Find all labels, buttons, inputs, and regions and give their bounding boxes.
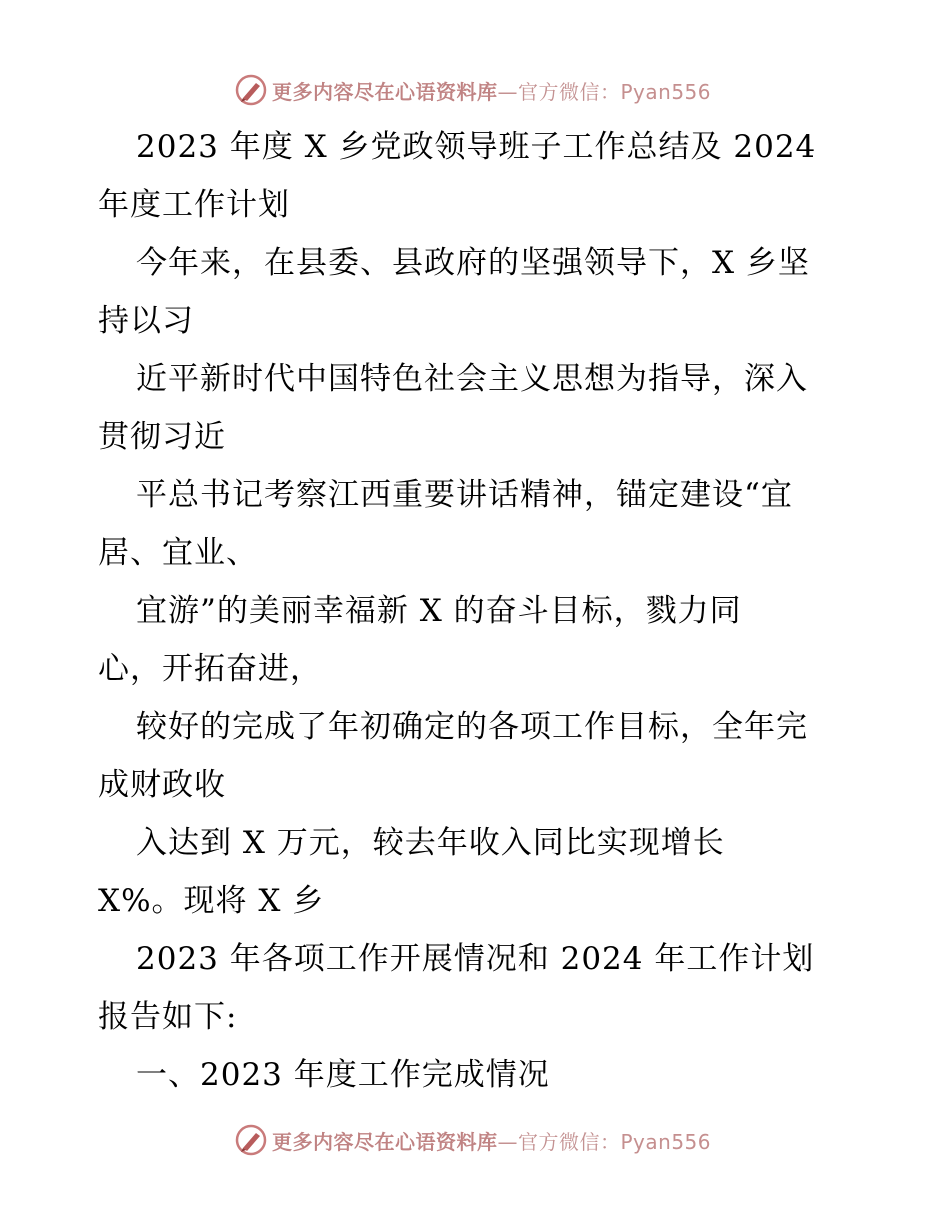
watermark-text: 更多内容尽在心语资料库—官方微信：Pyan556 xyxy=(272,79,712,104)
doc-line: 贯彻习近 xyxy=(98,419,226,455)
doc-line: 2023 年度 X 乡党政领导班子工作总结及 2024 xyxy=(136,129,817,165)
doc-line: 宜游”的美丽幸福新 X 的奋斗目标，戮力同 xyxy=(136,593,742,629)
doc-line: 近平新时代中国特色社会主义思想为指导，深入 xyxy=(136,361,808,397)
doc-line: 2023 年各项工作开展情况和 2024 年工作计划 xyxy=(136,941,815,977)
watermark-text: 更多内容尽在心语资料库—官方微信：Pyan556 xyxy=(272,1129,712,1154)
footer-watermark xyxy=(234,1122,711,1158)
doc-line: 入达到 X 万元，较去年收入同比实现增长 xyxy=(136,825,725,861)
pen-logo-icon xyxy=(234,73,268,107)
doc-line: 平总书记考察江西重要讲话精神，锚定建设“宜 xyxy=(136,477,793,513)
doc-line: 持以习 xyxy=(98,303,194,339)
document-body xyxy=(98,118,858,1104)
doc-line: 报告如下: xyxy=(98,999,238,1035)
doc-line: 居、宜业、 xyxy=(98,535,258,571)
doc-line: X%。现将 X 乡 xyxy=(98,883,325,919)
pen-logo-icon xyxy=(234,1123,268,1157)
header-watermark xyxy=(234,72,711,108)
doc-line: 较好的完成了年初确定的各项工作目标，全年完 xyxy=(136,709,808,745)
doc-line: 年度工作计划 xyxy=(98,187,290,223)
doc-line: 今年来，在县委、县政府的坚强领导下，X 乡坚 xyxy=(136,245,810,281)
doc-line: 心，开拓奋进， xyxy=(98,651,322,687)
doc-line: 成财政收 xyxy=(98,767,226,803)
section-heading: 一、2023 年度工作完成情况 xyxy=(136,1057,550,1093)
